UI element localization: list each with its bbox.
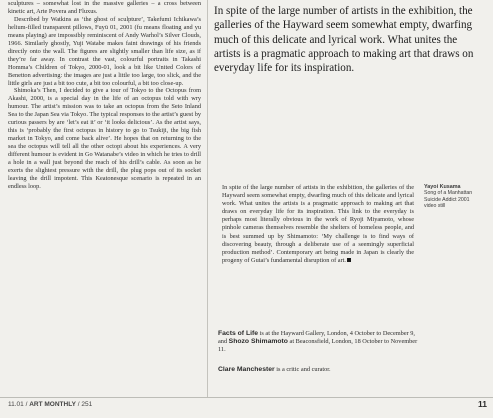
show1-title: Facts of Life <box>218 330 259 337</box>
footer-separator-1: / <box>23 401 30 408</box>
exhibition-facts <box>218 330 418 355</box>
middle-article-column <box>222 184 414 265</box>
left-article-column <box>8 0 201 388</box>
footer-separator-2: / <box>75 401 82 408</box>
middle-paragraph <box>222 184 414 265</box>
facts-text <box>218 330 418 355</box>
footer-issue-info <box>8 401 92 408</box>
caption-medium: video still <box>424 202 446 209</box>
left-paragraph-1: sculptures – somewhat lost in the massive galleries – a cross between kinetic art, Arte Povera and Fluxus. <box>8 0 201 15</box>
author-bio: is a critic and curator. <box>274 366 331 373</box>
left-paragraph-2: Described by Watkins as ‘the ghost of sculpture’, Takefumi Ichikawa’s helium-filled transparent pillows, Fuyū 01, 2001 (fu means floating and yu means playing) are impossibly reminiscent of Andy Warhol’s Silver Clouds, 1966. Similarly ghostly, Yuji Watabe makes faint drawings of his friends directly onto the wall. The figures are slightly smaller than life size, as if they’re far away. In contrast the vast, colourful portraits in Takashi Homma’s Children of Tokyo, 2000-01, look a bit like United Colors of Benetton advertising: the images are just a little too large, too slick, and the little girls are just a bit too cute, a bit too colourful, a bit too close-up. <box>8 15 201 87</box>
footer-publication: ART MONTHLY <box>29 401 76 408</box>
page-number: 11 <box>478 399 487 409</box>
end-of-article-mark <box>347 258 351 262</box>
middle-paragraph-text: In spite of the large number of artists in the exhibition, the galleries of the Hayward seem somewhat empty, dwarfing much of this delicate and lyrical work. What unites the artists is a pragmatic approach to making art that draws on everyday life for its inspiration. This link to the everyday is perhaps most literally obvious in the work of Ryoji Miyamoto, whose pinhole cameras themselves resemble the shelters of homeless people, and is best summed up by Shimamoto: ‘My challenge is to find ways of discovering beauty, through a deliberate use of a seemingly superficial production method’. Contemporary art being made in Japan is clearly the progeny of Gutai’s fundamental disruption of art. <box>222 184 414 264</box>
footer-rule <box>0 397 493 398</box>
footer-issue: 11.01 <box>8 401 24 408</box>
author-credit <box>218 366 418 374</box>
show1-details: is at the Hayward Gallery, London, 4 October to December 9, and <box>218 330 416 346</box>
show2-details: at Beaconsfield, London, 18 October to November 11. <box>218 338 418 354</box>
column-divider <box>207 0 208 398</box>
author-name: Clare Manchester <box>218 366 275 373</box>
pull-quote: In spite of the large number of artists in the exhibition, the galleries of the Hayward seem somewhat empty, dwarfing much of this delicate and lyrical work. What unites the artists is a pragmatic approach to making art that draws on everyday life for its inspiration. <box>214 5 474 75</box>
footer-number: 251 <box>81 401 93 408</box>
caption-artist: Yayoi Kusama <box>424 184 461 190</box>
show2-title: Shozo Shimamoto <box>228 338 288 346</box>
image-caption <box>424 184 490 209</box>
left-paragraph-3: Shimoka’s Then, I decided to give a tour of Tokyo to the Octopus from Akashi, 2000, is a special day in the life of an octopus told with wry humour. The artist’s mission was to take an octopus from the Seto Inland Sea to the Japan Sea via Tokyo. The typical responses to the artist’s guest by curious passers by are ‘let’s eat it’ or ‘it looks delicious’. As the artist says, this is ‘probably the first octopus in history to go to Tsukiji, the big fish market in Tokyo, and come back alive’. He hopes that on returning to the sea the octopus will tell all the other octopi about his experiences. A very different humour is evident in Go Watanabe’s video in which he tries to drill a hole in a wall just beyond the reach of his drill’s cable. As soon as he exerts the slightest pressure with the drill, the plug pops out of its socket leaving the drill impotent. This Keatonesque scenario is repeated in an endless loop. <box>8 87 201 190</box>
caption-title: Song of a Manhattan Suicide Addict 2001 <box>424 190 473 203</box>
